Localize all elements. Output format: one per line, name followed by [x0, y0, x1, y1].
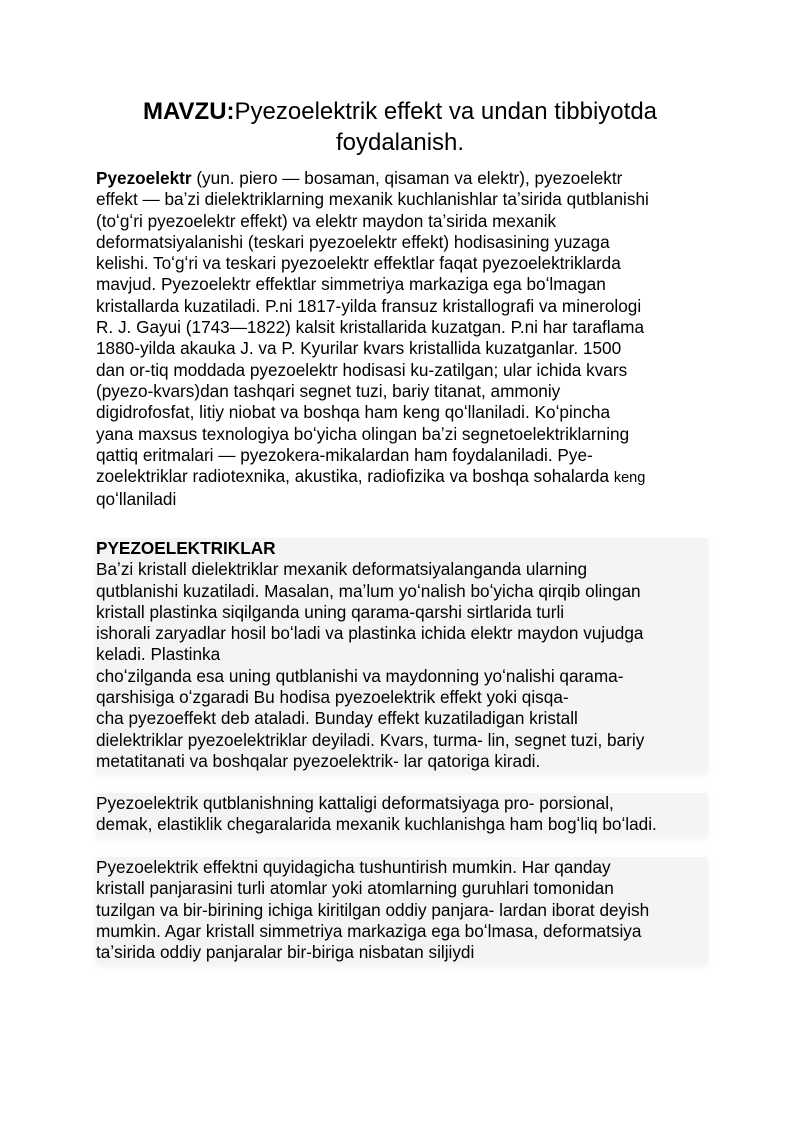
paragraph-line: tuzilgan va bir-birining ichiga kiritilgan oddiy panjara- lardan iborat deyish: [96, 899, 650, 920]
paragraph-polarization: [96, 793, 708, 836]
intro-line: yana maxsus texnologiya boʻyicha olingan baʼzi segnetoelektriklarning: [96, 423, 630, 444]
section-line: dielektriklar pyezoelektriklar deyiladi. Kvars, turma- lin, segnet tuzi, bariy: [96, 729, 645, 750]
intro-line-text: (yun. piero — bosaman, qisaman va elektr), pyezoelektr: [191, 168, 623, 188]
section-line: metatitanati va boshqalar pyezoelektrik- lar qatoriga kiradi.: [96, 750, 541, 771]
paragraph-line: mumkin. Agar kristall simmetriya markaziga ega boʻlmasa, deformatsiya: [96, 920, 642, 941]
intro-line: kelishi. Toʻgʻri va teskari pyezoelektr effektlar faqat pyezoelektriklarda: [96, 253, 621, 274]
paragraph-line: Pyezoelektrik effektni quyidagicha tushuntirish mumkin. Har qanday: [96, 857, 611, 877]
intro-line: deformatsiyalanishi (teskari pyezoelektr effekt) hodisasining yuzaga: [96, 231, 610, 252]
section-line: qutblanishi kuzatiladi. Masalan, maʼlum yoʻnalish boʻyicha qirqib olingan: [96, 580, 641, 601]
paragraph-explanation: [96, 857, 708, 963]
intro-line: qattiq eritmalari — pyezokera-mikalardan ham foydalaniladi. Pye-: [96, 444, 593, 465]
intro-line: effekt — baʼzi dielektriklarning mexanik kuchlanishlar taʼsirida qutblanishi: [96, 189, 649, 210]
intro-line: [96, 466, 708, 489]
intro-line-small: keng: [613, 470, 646, 487]
section-line: choʻzilganda esa uning qutblanishi va maydonning yoʻnalishi qarama-: [96, 665, 624, 686]
paragraph-line: demak, elastiklik chegaralarida mexanik kuchlanishga ham bogʻliq boʻladi.: [96, 814, 657, 835]
section-line: cha pyezoeffekt deb ataladi. Bunday effekt kuzatiladigan kristall: [96, 708, 578, 729]
intro-paragraph: [96, 168, 708, 511]
paragraph-line: Pyezoelektrik qutblanishning kattaligi deformatsiyaga pro- porsional,: [96, 793, 614, 813]
intro-line: digidrofosfat, litiy niobat va boshqa ham keng qoʻllaniladi. Koʻpincha: [96, 402, 611, 423]
intro-line: [96, 168, 708, 189]
section-line: ishorali zaryadlar hosil boʻladi va plastinka ichida elektr maydon vujudga: [96, 623, 644, 644]
paragraph-line: kristall panjarasini turli atomlar yoki atomlarning guruhlari tomonidan: [96, 878, 614, 899]
intro-line: R. J. Gayui (1743—1822) kalsit kristallarida kuzatgan. P.ni har taraflama: [96, 317, 645, 338]
section-line: Baʼzi kristall dielektriklar mexanik deformatsiyalanganda ularning: [96, 559, 588, 580]
title-text-line2: foydalanish.: [335, 129, 465, 156]
paragraph-line: taʼsirida oddiy panjaralar bir-biriga nisbatan siljiydi: [96, 942, 475, 963]
section-line: keladi. Plastinka: [96, 644, 221, 665]
section-pyezoelektriklar: [96, 538, 708, 772]
page-title: [96, 96, 704, 158]
intro-line-text: zoelektriklar radiotexnika, akustika, radiofizika va boshqa sohalarda: [96, 466, 614, 487]
intro-line: kristallarda kuzatiladi. P.ni 1817-yilda fransuz kristallografi va minerologi: [96, 295, 642, 316]
intro-line: 1880-yilda akauka J. va P. Kyurilar kvars kristallida kuzatganlar. 1500: [96, 338, 622, 359]
title-text-line1: Pyezoelektrik effekt va undan tibbiyotda: [234, 98, 658, 125]
intro-term: Pyezoelektr: [96, 168, 192, 188]
intro-line: (pyezo-kvars)dan tashqari segnet tuzi, bariy titanat, ammoniy: [96, 380, 561, 401]
intro-line: dan or-tiq moddada pyezoelektr hodisasi ku-zatilgan; ular ichida kvars: [96, 359, 628, 380]
title-lead: MAVZU:: [142, 98, 235, 125]
intro-line: (toʻgʻri pyezoelektr effekt) va elektr maydon taʼsirida mexanik: [96, 210, 557, 231]
intro-line: mavjud. Pyezoelektr effektlar simmetriya markaziga ega boʻlmagan: [96, 274, 606, 295]
section-line: qarshisiga oʻzgaradi Bu hodisa pyezoelektrik effekt yoki qisqa-: [96, 687, 569, 708]
section-line: kristall plastinka siqilganda uning qarama-qarshi sirtlarida turli: [96, 601, 565, 622]
intro-line: qoʻllaniladi: [96, 489, 177, 510]
section-heading: PYEZOELEKTRIKLAR: [96, 538, 276, 558]
